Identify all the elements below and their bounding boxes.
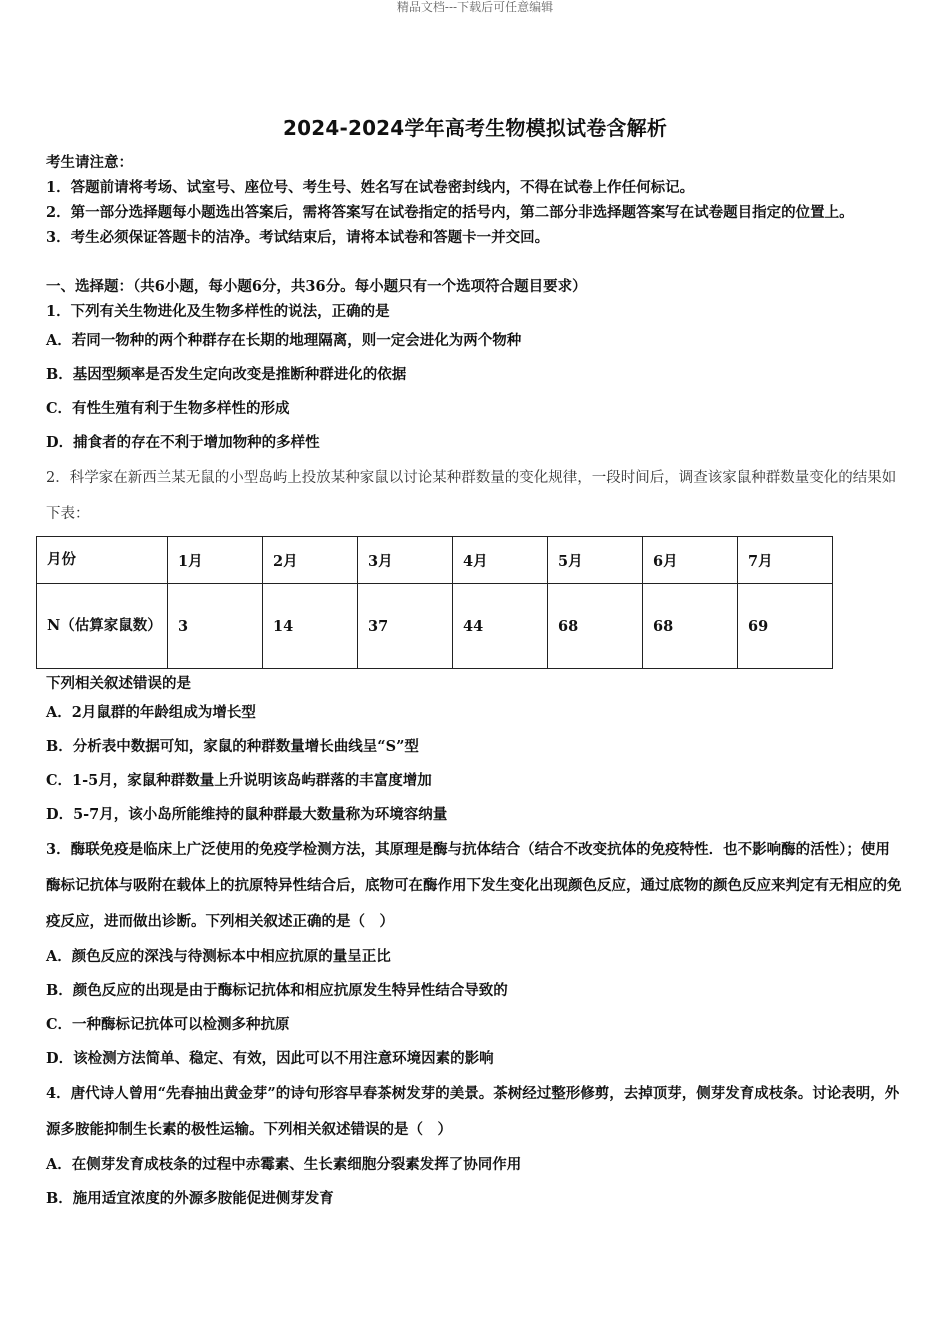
option-b: B．颜色反应的出现是由于酶标记抗体和相应抗原发生特异性结合导致的 [46,982,508,999]
page-title: 2024-2024学年高考生物模拟试卷含解析 [282,116,668,140]
question-stem: 1．下列有关生物进化及生物多样性的说法，正确的是 [46,303,390,320]
table-cell: 6月 [643,537,738,584]
notice-item: 2．第一部分选择题每小题选出答案后，需将答案写在试卷指定的括号内，第二部分非选择题答案写在试卷题目指定的位置上。 [46,204,854,221]
table-cell: 5月 [548,537,643,584]
table-cell: N（估算家鼠数） [37,584,168,669]
table-cell: 7月 [738,537,833,584]
option-c: C．有性生殖有利于生物多样性的形成 [46,400,290,417]
question-3 [46,832,904,1076]
option-a: A．颜色反应的深浅与待测标本中相应抗原的量呈正比 [46,948,391,965]
page-header: 精品文档---下载后可任意编辑 [396,0,554,14]
option-b: B．施用适宜浓度的外源多胺能促进侧芽发育 [46,1190,334,1207]
exam-content [46,150,904,1216]
question-1 [46,299,904,460]
section-heading: 一、选择题：（共6小题，每小题6分，共36分。每小题只有一个选项符合题目要求） [46,278,587,295]
notice-heading: 考生请注意： [46,154,133,171]
table-cell: 3 [168,584,263,669]
table-header-row [37,537,833,584]
table-cell: 37 [358,584,453,669]
table-cell: 69 [738,584,833,669]
table-cell: 68 [643,584,738,669]
notice-item: 3．考生必须保证答题卡的洁净。考试结束后，请将本试卷和答题卡一并交回。 [46,229,550,246]
option-d: D．5-7月，该小岛所能维持的鼠种群最大数量称为环境容纳量 [46,806,448,823]
question-stem: 3．酶联免疫是临床上广泛使用的免疫学检测方法，其原理是酶与抗体结合（结合不改变抗体的免疫特性．也不影响酶的活性）；使用酶标记抗体与吸附在载体上的抗原特异性结合后，底物可在酶作用下发生变化出现颜色反应，通过底物的颜色反应来判定有无相应的免疫反应，进而做出诊断。下列相关叙述正确的是（ ） [46,841,902,930]
option-a: A．在侧芽发育成枝条的过程中赤霉素、生长素细胞分裂素发挥了协同作用 [46,1156,522,1173]
option-c: C．1-5月，家鼠种群数量上升说明该岛屿群落的丰富度增加 [46,772,432,789]
population-table [36,536,833,669]
option-d: D．该检测方法简单、稳定、有效，因此可以不用注意环境因素的影响 [46,1050,494,1067]
option-a: A．若同一物种的两个种群存在长期的地理隔离，则一定会进化为两个物种 [46,332,522,349]
option-d: D．捕食者的存在不利于增加物种的多样性 [46,434,320,451]
option-b: B．分析表中数据可知，家鼠的种群数量增长曲线呈“S”型 [46,738,419,755]
table-cell: 68 [548,584,643,669]
question-prompt: 下列相关叙述错误的是 [46,675,191,692]
table-cell: 2月 [263,537,358,584]
table-cell: 14 [263,584,358,669]
option-a: A．2月鼠群的年龄组成为增长型 [46,704,256,721]
question-4 [46,1076,904,1216]
question-stem: 2．科学家在新西兰某无鼠的小型岛屿上投放某种家鼠以讨论某种群数量的变化规律，一段时间后，调查该家鼠种群数量变化的结果如下表： [46,470,897,522]
option-b: B．基因型频率是否发生定向改变是推断种群进化的依据 [46,366,407,383]
question-stem: 4．唐代诗人曾用“先春抽出黄金芽”的诗句形容早春茶树发芽的美景。茶树经过整形修剪，去掉顶芽，侧芽发育成枝条。讨论表明，外源多胺能抑制生长素的极性运输。下列相关叙述错误的是（ ） [46,1085,900,1138]
option-c: C．一种酶标记抗体可以检测多种抗原 [46,1016,290,1033]
table-cell: 44 [453,584,548,669]
question-2 [46,460,904,832]
notice-item: 1．答题前请将考场、试室号、座位号、考生号、姓名写在试卷密封线内，不得在试卷上作任何标记。 [46,179,695,196]
table-cell: 4月 [453,537,548,584]
table-cell: 月份 [37,537,168,584]
table-row [37,584,833,669]
table-cell: 3月 [358,537,453,584]
table-cell: 1月 [168,537,263,584]
